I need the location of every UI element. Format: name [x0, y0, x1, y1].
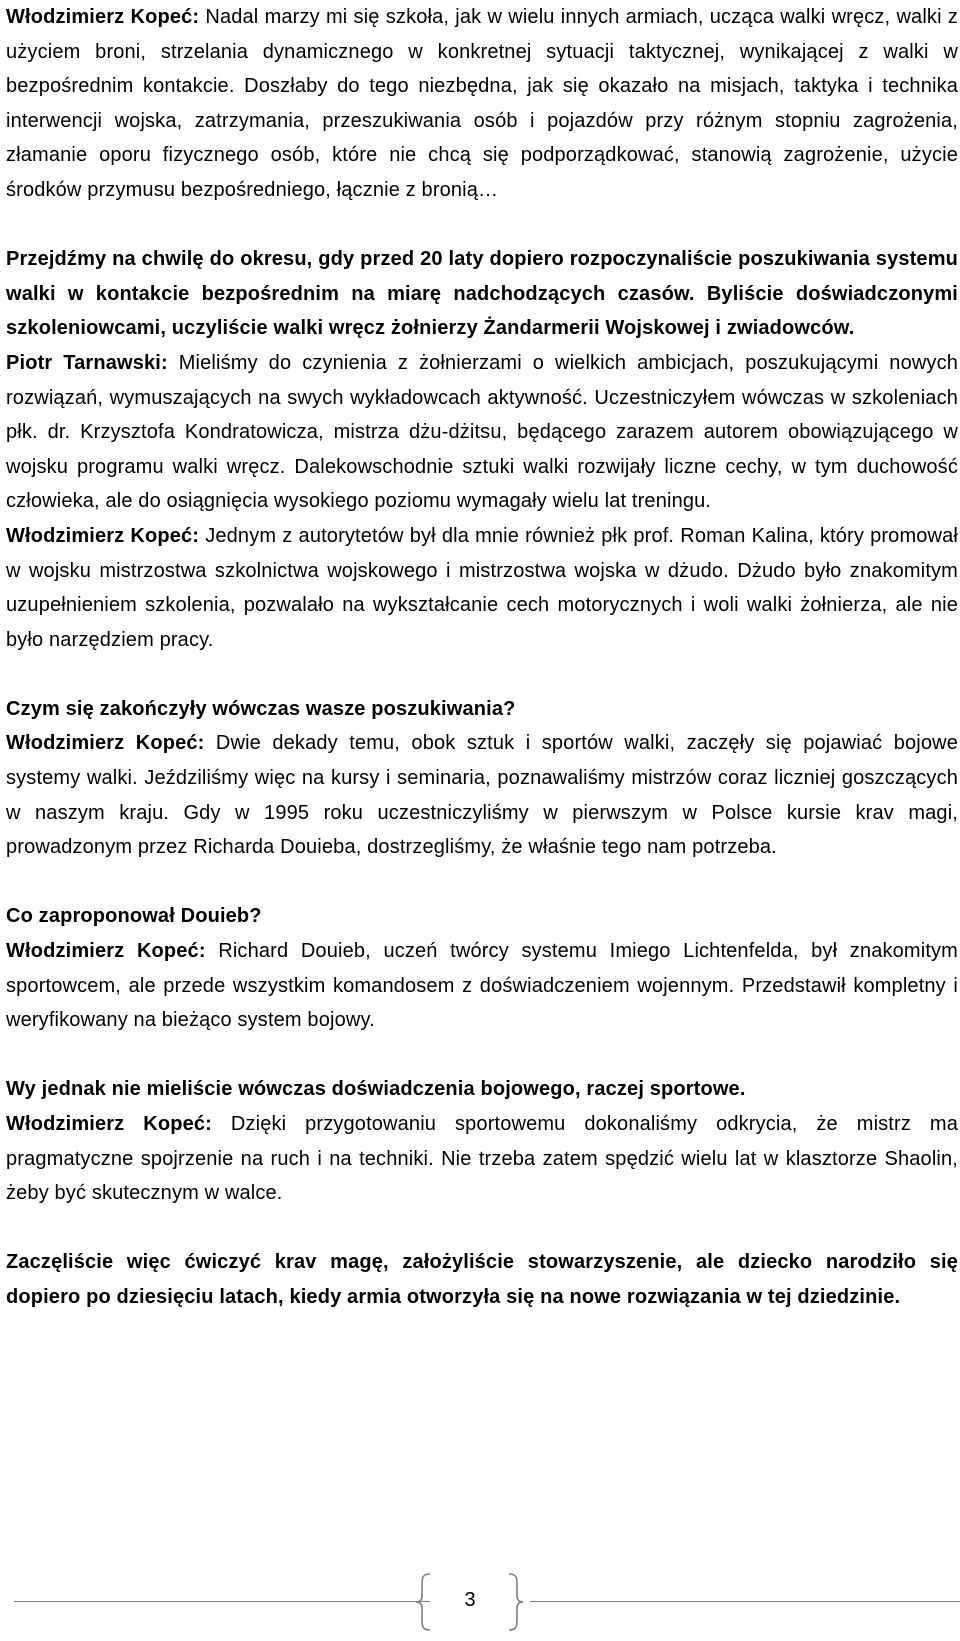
- footer-rule-left: [14, 1601, 430, 1602]
- paragraph-gap: [6, 865, 958, 900]
- question-paragraph: Przejdźmy na chwilę do okresu, gdy przed 20 laty dopiero rozpoczynaliście poszukiwania systemu walki w kontakcie bezpośrednim na miarę nadchodzących czasów. Byliście doświadczonymi szkoleniowcami, uczyliście walki wręcz żołnierzy Żandarmerii Wojskowej i zwiadowców.: [6, 248, 958, 340]
- paragraph-gap: [6, 1211, 958, 1246]
- answer-text: Richard Douieb, uczeń twórcy systemu Imiego Lichtenfelda, był znakomitym sportowcem, ale przede wszystkim komandosem z doświadczeniem wojennym. Przedstawił kompletny i weryfikowany na bieżąco system bojowy.: [6, 940, 958, 1032]
- left-brace-icon: [414, 1572, 434, 1632]
- question-paragraph: Czym się zakończyły wówczas wasze poszukiwania?: [6, 697, 516, 720]
- question-paragraph: Zaczęliście więc ćwiczyć krav magę, założyliście stowarzyszenie, ale dziecko narodziło się dopiero po dziesięciu latach, kiedy armia otworzyła się na nowe rozwiązania w tej dziedzinie.: [6, 1251, 958, 1308]
- speaker-name: Włodzimierz Kopeć:: [6, 6, 200, 28]
- document-page: [6, 0, 958, 1315]
- paragraph-gap: [6, 1038, 958, 1073]
- speaker-name: Włodzimierz Kopeć:: [6, 940, 206, 963]
- answer-text: Mieliśmy do czynienia z żołnierzami o wielkich ambicjach, poszukującymi nowych rozwiązań, wymuszających na swych wykładowcach aktywność. Uczestniczyłem wówczas w szkoleniach płk. dr. Krzysztofa Kondratowicza, mistrza dżu-dżitsu, będącego zarazem autorem obowiązującego w wojsku programu walki wręcz. Dalekowschodnie sztuki walki rozwijały liczne cechy, w tym duchowość człowieka, ale do osiągnięcia wysokiego poziomu wymagały wielu lat treningu.: [6, 351, 959, 513]
- answer-text: Dzięki przygotowaniu sportowemu dokonaliśmy odkrycia, że mistrz ma pragmatyczne spojrzenie na ruch i na techniki. Nie trzeba zatem spędzić wielu lat w klasztorze Shaolin, żeby być skutecznym w walce.: [6, 1113, 958, 1205]
- speaker-name: Piotr Tarnawski:: [6, 351, 168, 374]
- paragraph-gap: [6, 208, 958, 243]
- paragraph-gap: [6, 657, 958, 692]
- speaker-name: Włodzimierz Kopeć:: [6, 524, 200, 547]
- question-paragraph: Co zaproponował Douieb?: [6, 905, 262, 928]
- answer-text: Dwie dekady temu, obok sztuk i sportów walki, zaczęły się pojawiać bojowe systemy walki. Jeździliśmy więc na kursy i seminaria, poznawaliśmy mistrzów coraz liczniej goszczących w naszym kraju. Gdy w 1995 roku uczestniczyliśmy w pierwszym w Polsce kursie krav magi, prowadzonym przez Richarda Douieba, dostrzegliśmy, że właśnie tego nam potrzeba.: [6, 732, 958, 859]
- answer-paragraph: [6, 726, 958, 864]
- speaker-name: Włodzimierz Kopeć:: [6, 732, 205, 755]
- answer-text: Nadal marzy mi się szkoła, jak w wielu innych armiach, ucząca walki wręcz, walki z użyciem broni, strzelania dynamicznego w konkretnej sytuacji taktycznej, wynikającej z walki w bezpośrednim kontakcie. Doszłaby do tego niezbędna, jak się okazało na misjach, taktyka i technika interwencji wojska, zatrzymania, przeszukiwania osób i pojazdów przy różnym stopniu zagrożenia, złamanie oporu fizycznego osób, które nie chcą się podporządkować, stanowią zagrożenie, użycie środków przymusu bezpośredniego, łącznie z bronią…: [6, 6, 959, 201]
- answer-paragraph: [6, 0, 958, 208]
- answer-paragraph: [6, 1107, 958, 1211]
- footer-rule-right: [530, 1601, 960, 1602]
- answer-paragraph: [6, 346, 958, 519]
- answer-paragraph: [6, 934, 958, 1038]
- right-brace-icon: [505, 1572, 525, 1632]
- page-footer: [0, 1572, 960, 1632]
- speaker-name: Włodzimierz Kopeć:: [6, 1113, 212, 1135]
- answer-paragraph: [6, 519, 958, 657]
- answer-text: Jednym z autorytetów był dla mnie również płk prof. Roman Kalina, który promował w wojsku mistrzostwa szkolnictwa wojskowego i mistrzostwa wojska w dżudo. Dżudo było znakomitym uzupełnieniem szkolenia, pozwalało na wykształcanie cech motorycznych i woli walki żołnierza, ale nie było narzędziem pracy.: [6, 524, 958, 651]
- page-number: 3: [464, 1589, 476, 1611]
- question-paragraph: Wy jednak nie mieliście wówczas doświadczenia bojowego, raczej sportowe.: [6, 1078, 746, 1101]
